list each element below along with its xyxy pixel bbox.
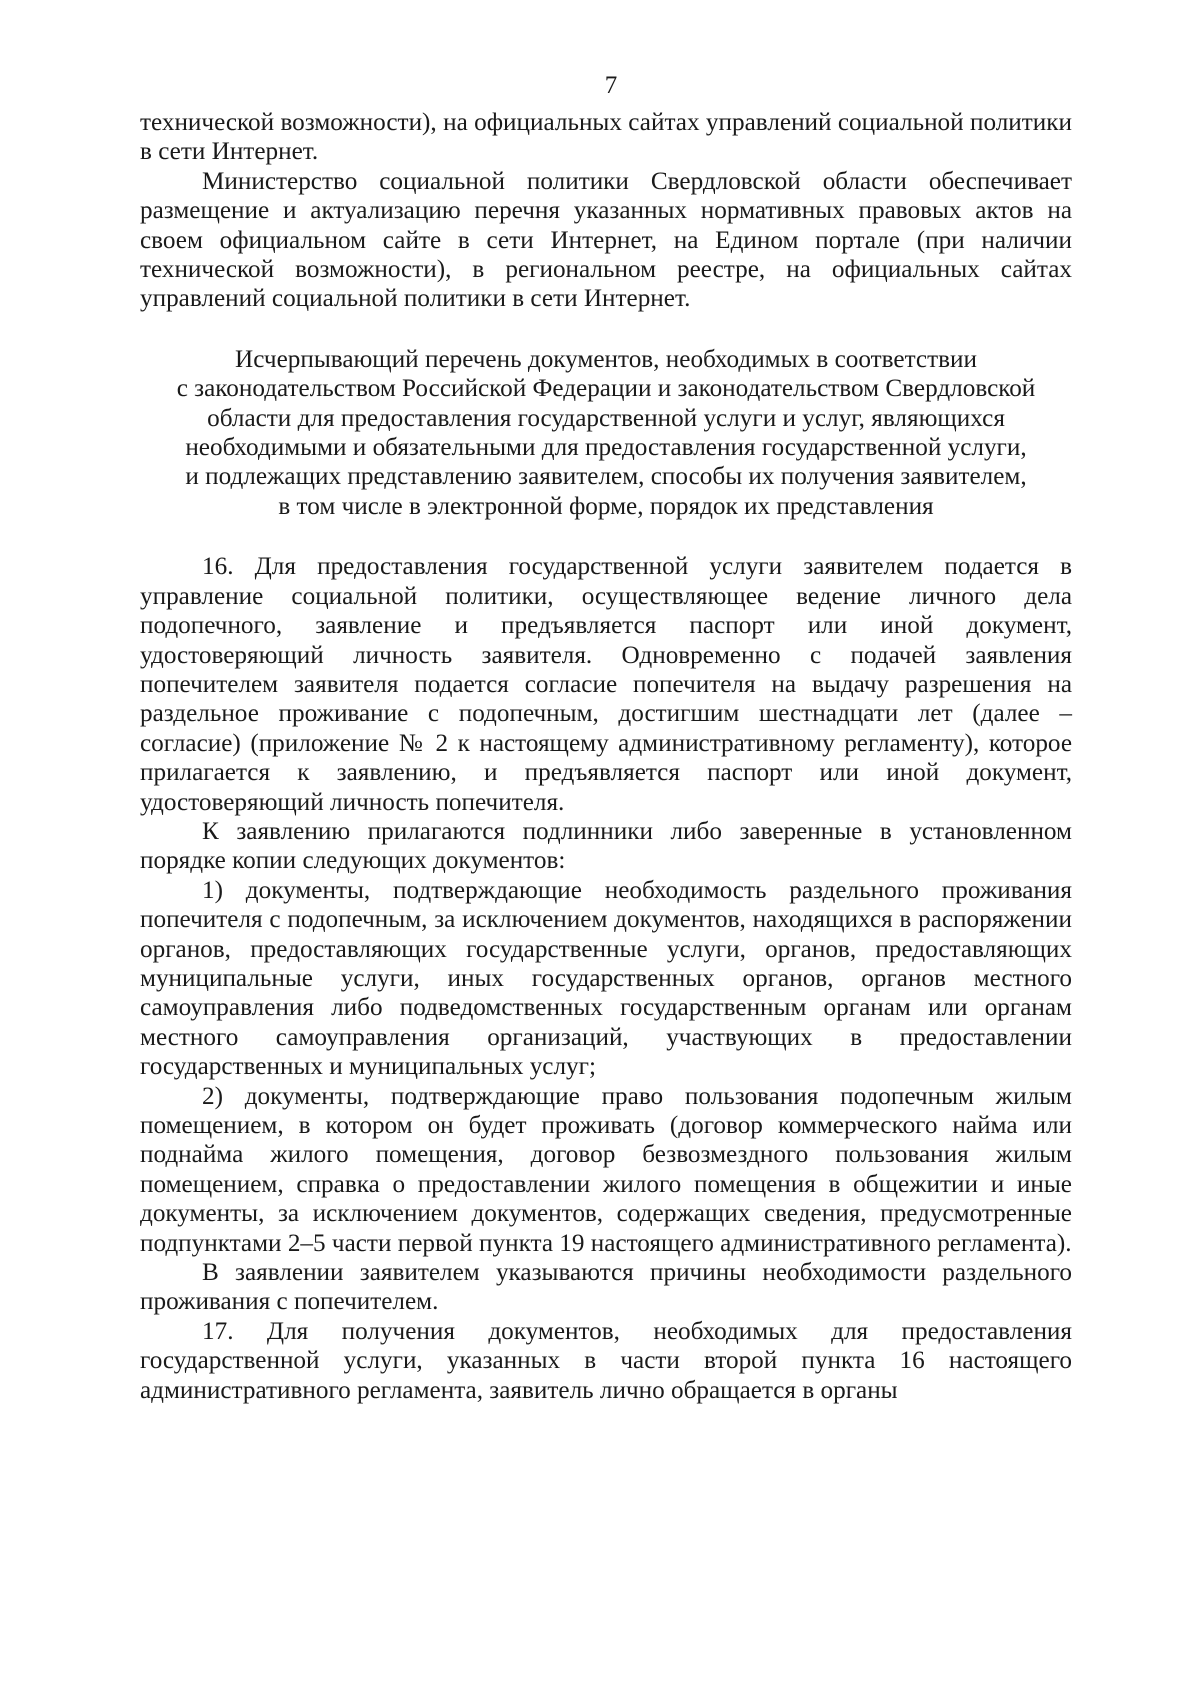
document-body	[140, 108, 1072, 1405]
paragraph-continuation: технической возможности), на официальных сайтах управлений социальной политики в сети Интернет.	[140, 109, 1072, 166]
paragraph-attachments: К заявлению прилагаются подлинники либо заверенные в установленном порядке копии следующих документов:	[140, 817, 1072, 875]
list-item-1: 1) документы, подтверждающие необходимость раздельного проживания попечителя с подопечным, за исключением документов, находящихся в распоряжении органов, предоставляющих государственные услуги, органов, предоставляющих муниципальные услуги, иных государственных органов, органов местного самоуправления либо подведомственных государственным органам или органам местного самоуправления организаций, участвующих в предоставлении государственных и муниципальных услуг;	[140, 876, 1072, 1081]
section-heading-line: в том числе в электронной форме, порядок их представления	[278, 492, 934, 520]
paragraph-17: 17. Для получения документов, необходимых для предоставления государственной услуги, указанных в части второй пункта 16 настоящего административного регламента, заявитель лично обращается в органы	[140, 1317, 1072, 1404]
section-heading-line: необходимыми и обязательными для предоставления государственной услуги,	[185, 434, 1027, 462]
list-item-2: 2) документы, подтверждающие право пользования подопечным жилым помещением, в котором он будет проживать (договор коммерческого найма или поднайма жилого помещения, договор безвозмездного пользования жилым помещением, справка о предоставлении жилого помещения в общежитии и иные документы, за исключением документов, содержащих сведения, предусмотренные подпунктами 2–5 части первой пункта 19 настоящего административного регламента).	[140, 1082, 1072, 1257]
page-number: 7	[604, 72, 618, 99]
paragraph-ministry: Министерство социальной политики Свердловской области обеспечивает размещение и актуализацию перечня указанных нормативных правовых актов на своем официальном сайте в сети Интернет, на Едином портале (при наличии технической возможности), в региональном реестре, на официальных сайтах управлений социальной политики в сети Интернет.	[140, 167, 1072, 313]
paragraph-16: 16. Для предоставления государственной услуги заявителем подается в управление социальной политики, осуществляющее ведение личного дела подопечного, заявление и предъявляется паспорт или иной документ, удостоверяющий личность заявителя. Одновременно с подачей заявления попечителем заявителя подается согласие попечителя на выдачу разрешения на раздельное проживание с подопечным, достигшим шестнадцати лет (далее – согласие) (приложение № 2 к настоящему административному регламенту), которое прилагается к заявлению, и предъявляется паспорт или иной документ, удостоверяющий личность попечителя.	[140, 553, 1072, 816]
section-heading	[140, 345, 1072, 521]
section-heading-line: и подлежащих представлению заявителем, способы их получения заявителем,	[185, 463, 1027, 491]
section-heading-line: области для предоставления государственной услуги и услуг, являющихся	[207, 404, 1005, 432]
section-heading-line: Исчерпывающий перечень документов, необходимых в соответствии	[235, 345, 977, 373]
paragraph-reasons: В заявлении заявителем указываются причины необходимости раздельного проживания с попечителем.	[140, 1259, 1072, 1316]
section-heading-line: с законодательством Российской Федерации и законодательством Свердловской	[176, 375, 1036, 403]
